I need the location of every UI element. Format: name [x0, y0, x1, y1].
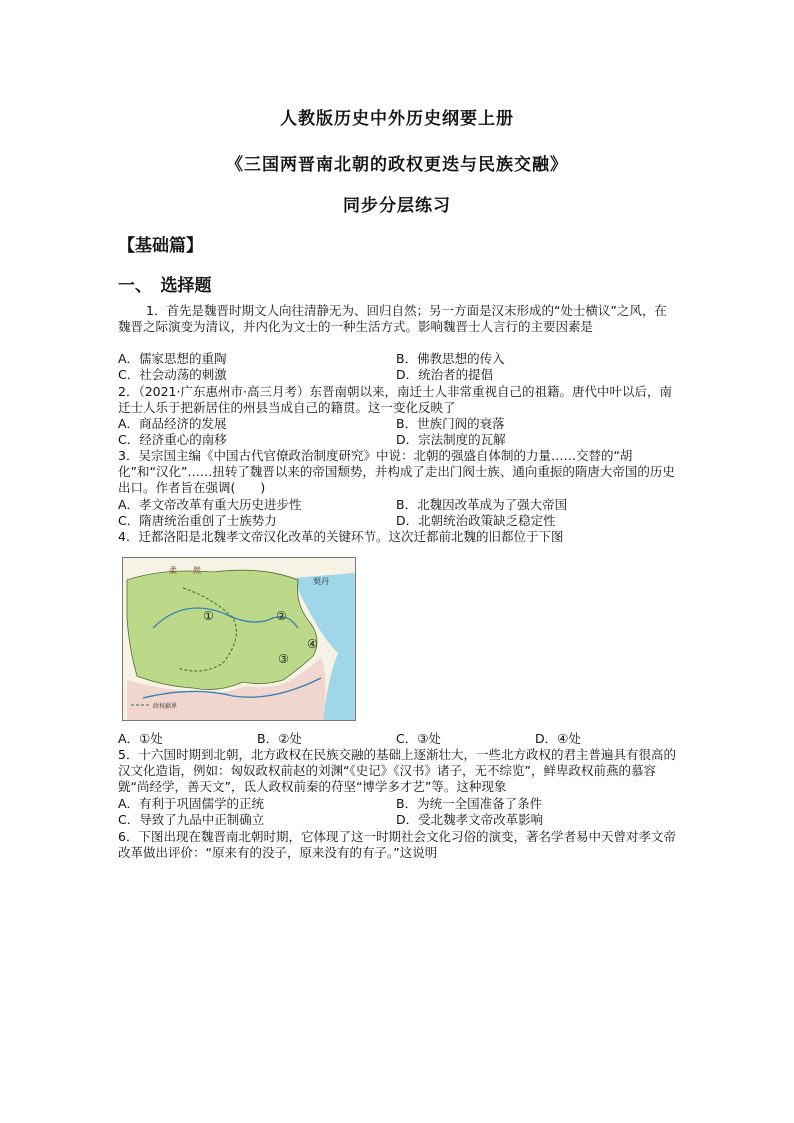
map-label-rouran: 柔 然: [169, 566, 201, 575]
option-d: D．受北魏孝文帝改革影响: [396, 812, 544, 827]
section-basic: 【基础篇】: [118, 236, 203, 256]
question-1-stem: 1．首先是魏晋时期文人向往清静无为、回归自然；另一方面是汉末形成的“处士横议”之风，在魏晋之际演变为清议，并内化为文士的一种生活方式。影响魏晋士人言行的主要因素是: [118, 303, 667, 334]
question-3-stem: 3．吴宗国主编《中国古代官僚政治制度研究》中说：北朝的强盛自体制的力量……交替的“胡化”和“汉化”……扭转了魏晋以来的帝国颓势，并构成了走出门阀士族、通向重振的隋唐大帝国的历史出口。作者旨在强调( ): [118, 448, 675, 495]
option-b: B．②处: [257, 731, 302, 746]
option-c: C．导致了九品中正制确立: [118, 812, 265, 827]
map-marker-2: ②: [276, 609, 287, 623]
map-marker-4: ④: [307, 637, 318, 651]
question-6-stem: 6．下图出现在魏晋南北朝时期，它体现了这一时期社会文化习俗的演变，著名学者易中天曾对孝文帝改革做出评价：“原来有的没子，原来没有的有子。”这说明: [118, 829, 676, 860]
question-5-options: [118, 796, 678, 828]
option-c: C．③处: [396, 731, 441, 746]
document-subheading: 同步分层练习: [343, 196, 451, 216]
option-c: C．隋唐统治重创了士族势力: [118, 513, 277, 528]
question-5-stem: 5．十六国时期到北朝，北方政权在民族交融的基础上逐渐壮大，一些北方政权的君主普遍具有很高的汉文化造诣，例如：匈奴政权前赵的刘渊“《史记》《汉书》诸子，无不综览”，鲜卑政权前燕的慕容皝“尚经学，善天文”，氐人政权前秦的苻坚“博学多才艺”等。这种现象: [118, 747, 676, 794]
option-d: D．④处: [535, 731, 581, 746]
question-4-options: [118, 731, 678, 747]
question-2-stem: 2．（2021·广东惠州市·高三月考）东晋南朝以来，南迁士人非常重视自己的祖籍。唐代中叶以后，南迁士人乐于把新居住的州县当成自己的籍贯。这一变化反映了: [118, 384, 672, 415]
option-a: A．孝文帝改革有重大历史进步性: [118, 497, 302, 512]
northern-wei-territory: [127, 570, 317, 689]
option-c: C．经济重心的南移: [118, 432, 227, 447]
document-subtitle: 《三国两晋南北朝的政权更迭与民族交融》: [226, 155, 568, 175]
option-d: D．宗法制度的瓦解: [396, 432, 506, 447]
question-3-options: [118, 497, 678, 529]
map-graphic: [123, 558, 355, 720]
map-label-khitan: 契丹: [313, 577, 329, 586]
option-b: B．世族门阀的衰落: [396, 416, 505, 431]
option-a: A．商品经济的发展: [118, 416, 227, 431]
map-marker-1: ①: [203, 609, 214, 623]
option-a: A．①处: [118, 731, 163, 746]
section-choice: 一、 选择题: [118, 276, 212, 296]
document-title: 人教版历史中外历史纲要上册: [280, 109, 514, 129]
question-4-stem: 4．迁都洛阳是北魏孝文帝汉化改革的关键环节。这次迁都前北魏的旧都位于下图: [118, 529, 564, 544]
option-d: D．北朝统治政策缺乏稳定性: [396, 513, 556, 528]
option-c: C．社会动荡的刺激: [118, 367, 227, 382]
option-b: B．北魏因改革成为了强大帝国: [396, 497, 568, 512]
question-1-options: [118, 351, 678, 383]
legend-label: 政权疆界: [153, 703, 178, 710]
option-a: A．有利于巩固儒学的正统: [118, 796, 265, 811]
question-2-options: [118, 416, 678, 448]
option-b: B．为统一全国准备了条件: [396, 796, 543, 811]
map-marker-3: ③: [278, 652, 289, 666]
option-d: D．统治者的提倡: [396, 367, 494, 382]
option-b: B．佛教思想的传入: [396, 351, 505, 366]
option-a: A．儒家思想的重陶: [118, 351, 227, 366]
northern-wei-map: [122, 557, 356, 721]
